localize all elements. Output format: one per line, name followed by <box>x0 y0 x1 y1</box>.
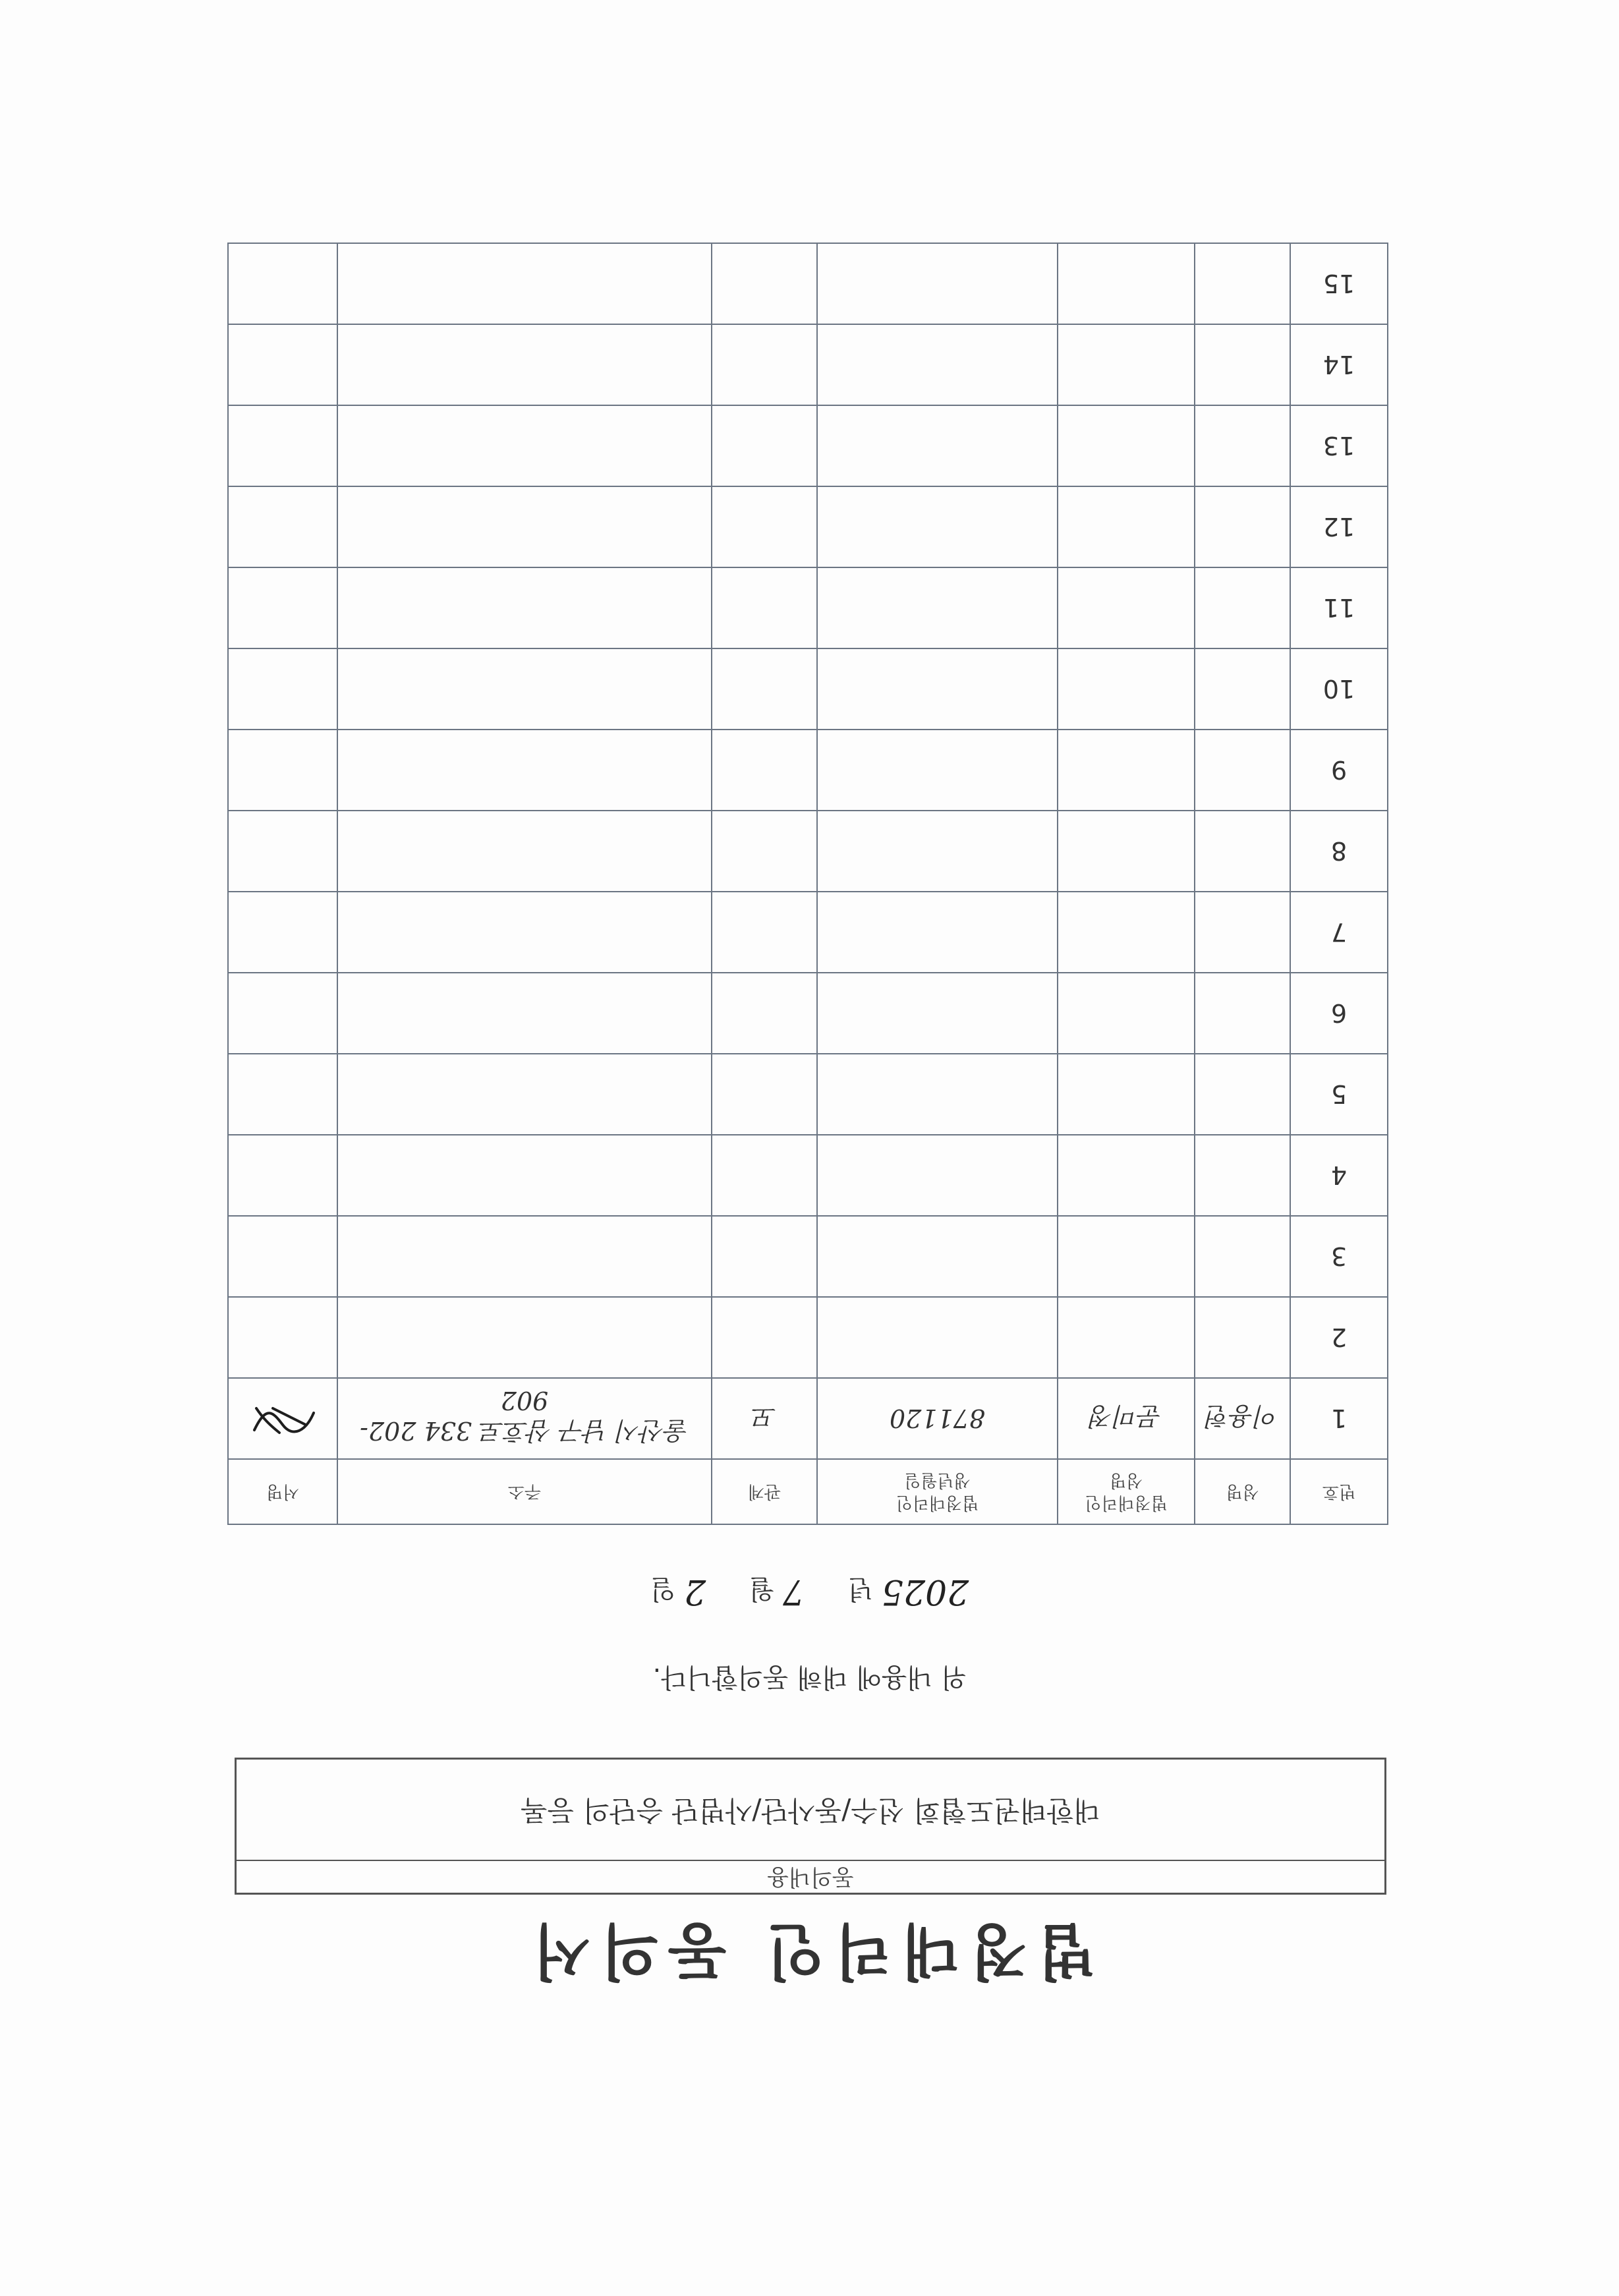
cell-guardian-birth <box>817 324 1058 405</box>
cell-guardian-name <box>1058 811 1195 892</box>
cell-no: 13 <box>1290 405 1388 486</box>
date-month: 7 <box>783 1572 805 1611</box>
table-row <box>228 1135 1388 1216</box>
cell-signature <box>228 1216 337 1297</box>
cell-no: 15 <box>1290 243 1388 324</box>
cell-guardian-birth: 871120 <box>817 1378 1058 1459</box>
cell-no: 3 <box>1290 1216 1388 1297</box>
cell-address <box>337 1135 712 1216</box>
cell-signature <box>228 1135 337 1216</box>
signature-scribble-icon <box>246 1398 319 1445</box>
cell-address <box>337 892 712 973</box>
cell-address <box>337 1297 712 1378</box>
cell-address <box>337 405 712 486</box>
cell-address: 울산시 남구 삼호로 334 202-902 <box>337 1378 712 1459</box>
cell-signature <box>228 567 337 648</box>
cell-guardian-birth <box>817 730 1058 811</box>
cell-relation <box>712 486 817 567</box>
cell-guardian-birth <box>817 973 1058 1054</box>
cell-signature <box>228 811 337 892</box>
cell-guardian-name: 문미정 <box>1058 1378 1195 1459</box>
cell-relation <box>712 1216 817 1297</box>
cell-no: 1 <box>1290 1378 1388 1459</box>
cell-guardian-name <box>1058 730 1195 811</box>
date-year-unit: 년 <box>847 1574 874 1604</box>
cell-no: 4 <box>1290 1135 1388 1216</box>
table-row <box>228 243 1388 324</box>
cell-name <box>1195 324 1290 405</box>
cell-guardian-name <box>1058 973 1195 1054</box>
table-row <box>228 648 1388 730</box>
cell-no: 12 <box>1290 486 1388 567</box>
cell-relation <box>712 1135 817 1216</box>
table-row <box>228 324 1388 405</box>
cell-name <box>1195 811 1290 892</box>
cell-signature <box>228 486 337 567</box>
cell-signature <box>228 324 337 405</box>
header-name: 성명 <box>1195 1459 1290 1524</box>
consent-body: 대한태권도협회 선수/동사단/사범단 승단의 등록 <box>521 1794 1100 1827</box>
cell-guardian-birth <box>817 648 1058 730</box>
cell-relation <box>712 1054 817 1135</box>
date-line <box>0 1572 1619 1611</box>
header-guardian-birth: 법정대리인 생년월일 <box>817 1459 1058 1524</box>
cell-name <box>1195 1297 1290 1378</box>
cell-guardian-name <box>1058 1135 1195 1216</box>
date-day-unit: 일 <box>650 1574 676 1604</box>
cell-relation: 모 <box>712 1378 817 1459</box>
cell-no: 14 <box>1290 324 1388 405</box>
cell-relation <box>712 243 817 324</box>
cell-relation <box>712 1297 817 1378</box>
cell-guardian-name <box>1058 486 1195 567</box>
cell-address <box>337 730 712 811</box>
cell-guardian-name <box>1058 1054 1195 1135</box>
cell-address <box>337 973 712 1054</box>
cell-guardian-name <box>1058 324 1195 405</box>
cell-address <box>337 1216 712 1297</box>
cell-name <box>1195 648 1290 730</box>
date-year: 2025 <box>881 1572 969 1611</box>
cell-address <box>337 324 712 405</box>
cell-guardian-birth <box>817 1135 1058 1216</box>
date-month-unit: 월 <box>749 1574 775 1604</box>
table-header-row <box>228 1459 1388 1524</box>
cell-no: 9 <box>1290 730 1388 811</box>
cell-name <box>1195 730 1290 811</box>
cell-no: 8 <box>1290 811 1388 892</box>
cell-guardian-name <box>1058 892 1195 973</box>
cell-relation <box>712 892 817 973</box>
cell-guardian-name <box>1058 1216 1195 1297</box>
cell-name: 이용헌 <box>1195 1378 1290 1459</box>
agreement-statement: 위 내용에 대해 동의합니다. <box>652 1662 967 1692</box>
cell-no: 5 <box>1290 1054 1388 1135</box>
cell-signature <box>228 405 337 486</box>
cell-address <box>337 811 712 892</box>
cell-guardian-name <box>1058 1297 1195 1378</box>
cell-signature <box>228 243 337 324</box>
cell-guardian-birth <box>817 567 1058 648</box>
cell-signature <box>228 973 337 1054</box>
cell-guardian-birth <box>817 405 1058 486</box>
cell-guardian-birth <box>817 892 1058 973</box>
cell-address <box>337 243 712 324</box>
table-row <box>228 730 1388 811</box>
consent-box <box>235 1758 1386 1895</box>
cell-name <box>1195 243 1290 324</box>
cell-no: 11 <box>1290 567 1388 648</box>
cell-guardian-name <box>1058 567 1195 648</box>
table-row <box>228 405 1388 486</box>
cell-relation <box>712 567 817 648</box>
table-row <box>228 1216 1388 1297</box>
table-row <box>228 1297 1388 1378</box>
cell-relation <box>712 973 817 1054</box>
cell-relation <box>712 405 817 486</box>
cell-signature <box>228 1054 337 1135</box>
cell-no: 2 <box>1290 1297 1388 1378</box>
cell-no: 7 <box>1290 892 1388 973</box>
cell-guardian-birth <box>817 243 1058 324</box>
table-row <box>228 1378 1388 1459</box>
header-no: 번호 <box>1290 1459 1388 1524</box>
cell-relation <box>712 648 817 730</box>
cell-relation <box>712 811 817 892</box>
table-row <box>228 1054 1388 1135</box>
date-day: 2 <box>684 1572 706 1611</box>
cell-address <box>337 567 712 648</box>
cell-guardian-birth <box>817 811 1058 892</box>
cell-name <box>1195 1216 1290 1297</box>
cell-name <box>1195 405 1290 486</box>
header-address: 주소 <box>337 1459 712 1524</box>
cell-guardian-name <box>1058 648 1195 730</box>
table-row <box>228 811 1388 892</box>
cell-name <box>1195 486 1290 567</box>
cell-guardian-birth <box>817 1054 1058 1135</box>
cell-no: 10 <box>1290 648 1388 730</box>
cell-guardian-birth <box>817 1297 1058 1378</box>
consent-header: 동의내용 <box>237 1860 1384 1893</box>
cell-signature <box>228 1378 337 1459</box>
document-title: 법정대리인 동의서 <box>523 1916 1096 1986</box>
header-relation: 관계 <box>712 1459 817 1524</box>
cell-name <box>1195 567 1290 648</box>
cell-guardian-birth <box>817 486 1058 567</box>
cell-name <box>1195 1054 1290 1135</box>
cell-relation <box>712 730 817 811</box>
cell-name <box>1195 973 1290 1054</box>
guardian-table <box>227 243 1388 1525</box>
cell-signature <box>228 1297 337 1378</box>
cell-address <box>337 486 712 567</box>
table-row <box>228 486 1388 567</box>
cell-address <box>337 648 712 730</box>
cell-relation <box>712 324 817 405</box>
cell-guardian-name <box>1058 243 1195 324</box>
cell-name <box>1195 1135 1290 1216</box>
table-row <box>228 973 1388 1054</box>
header-guardian-name: 법정대리인 성명 <box>1058 1459 1195 1524</box>
table-row <box>228 892 1388 973</box>
cell-guardian-birth <box>817 1216 1058 1297</box>
cell-name <box>1195 892 1290 973</box>
cell-guardian-name <box>1058 405 1195 486</box>
cell-signature <box>228 730 337 811</box>
cell-no: 6 <box>1290 973 1388 1054</box>
table-row <box>228 567 1388 648</box>
cell-signature <box>228 892 337 973</box>
cell-signature <box>228 648 337 730</box>
cell-address <box>337 1054 712 1135</box>
header-signature: 서명 <box>228 1459 337 1524</box>
